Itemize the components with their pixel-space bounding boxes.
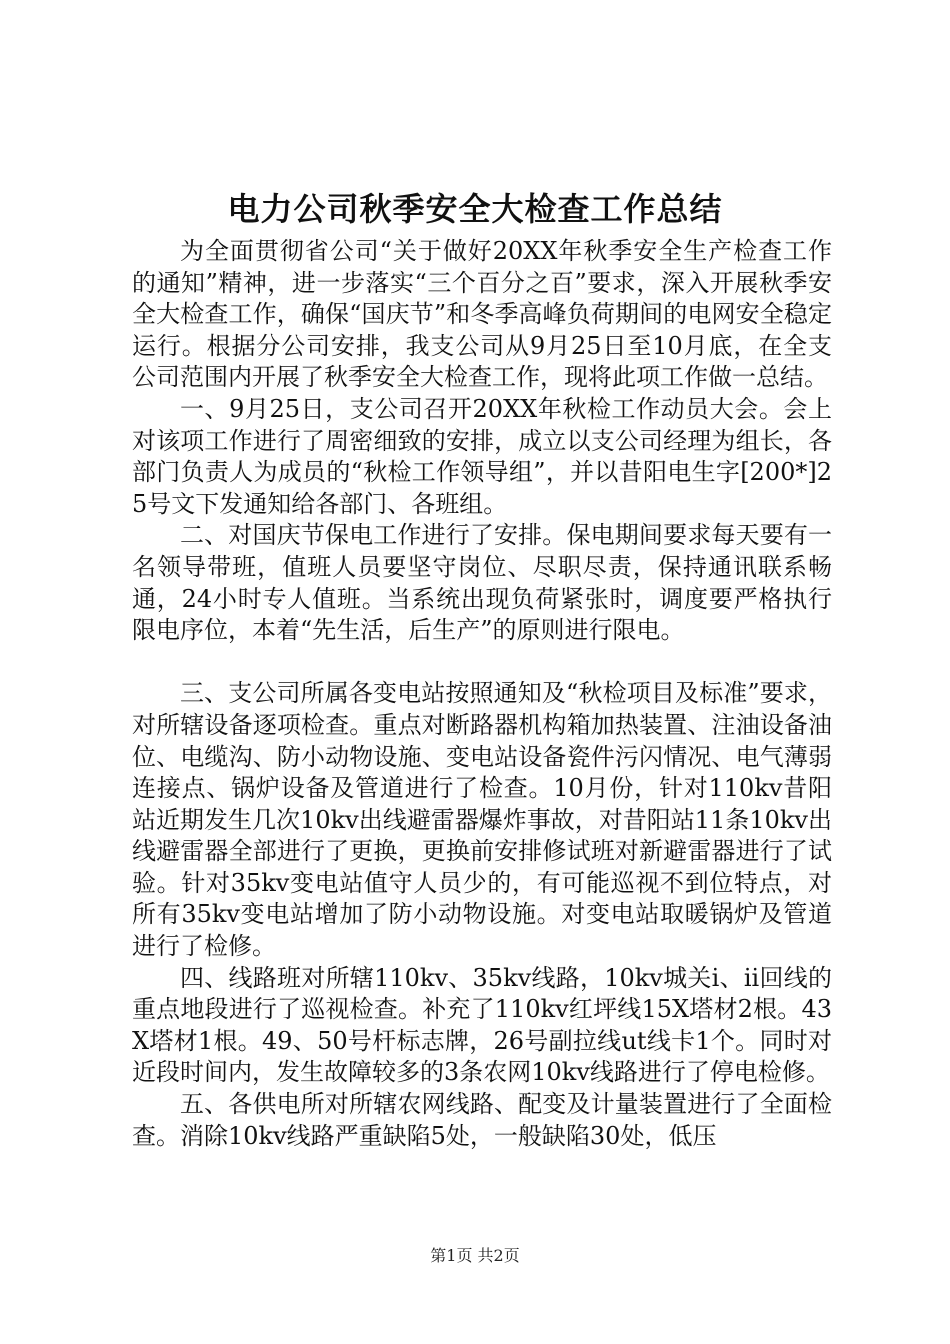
document-title: 电力公司秋季安全大检查工作总结 xyxy=(227,190,723,228)
paragraph-section-5: 五、各供电所对所辖农网线路、配变及计量装置进行了全面检查。消除10kv线路严重缺陷5处，一般缺陷30处，低压 xyxy=(132,1090,832,1150)
paragraph-section-4: 四、线路班对所辖110kv、35kv线路，10kv城关i、ii回线的重点地段进行了巡视检查。补充了110kv红坪线15X塔材2根。43X塔材1根。49、50号杆标志牌，26号副拉线ut线卡1个。同时对近段时间内，发生故障较多的3条农网10kv线路进行了停电检修。 xyxy=(132,963,832,1087)
paragraph-intro: 为全面贯彻省公司“关于做好20XX年秋季安全生产检查工作的通知”精神，进一步落实“三个百分之百”要求，深入开展秋季安全大检查工作，确保“国庆节”和冬季高峰负荷期间的电网安全稳定运行。根据分公司安排，我支公司从9月25日至10月底，在全支公司范围内开展了秋季安全大检查工作，现将此项工作做一总结。 xyxy=(132,237,832,392)
page-number-footer: 第1页 共2页 xyxy=(430,1246,520,1265)
paragraph-section-3: 三、支公司所属各变电站按照通知及“秋检项目及标准”要求，对所辖设备逐项检查。重点对断路器机构箱加热装置、注油设备油位、电缆沟、防小动物设施、变电站设备瓷件污闪情况、电气薄弱连接点、锅炉设备及管道进行了检查。10月份，针对110kv昔阳站近期发生几次10kv出线避雷器爆炸事故，对昔阳站11条10kv出线避雷器全部进行了更换，更换前安排修试班对新避雷器进行了试验。针对35kv变电站值守人员少的，有可能巡视不到位特点，对所有35kv变电站增加了防小动物设施。对变电站取暖锅炉及管道进行了检修。 xyxy=(132,679,832,961)
paragraph-section-1: 一、9月25日，支公司召开20XX年秋检工作动员大会。会上对该项工作进行了周密细致的安排，成立以支公司经理为组长，各部门负责人为成员的“秋检工作领导组”，并以昔阳电生字[200*]25号文下发通知给各部门、各班组。 xyxy=(132,394,832,518)
document-body xyxy=(132,236,832,1152)
paragraph-section-2: 二、对国庆节保电工作进行了安排。保电期间要求每天要有一名领导带班，值班人员要坚守岗位、尽职尽责，保持通讯联系畅通，24小时专人值班。当系统出现负荷紧张时，调度要严格执行限电序位，本着“先生活，后生产”的原则进行限电。 xyxy=(132,521,832,645)
